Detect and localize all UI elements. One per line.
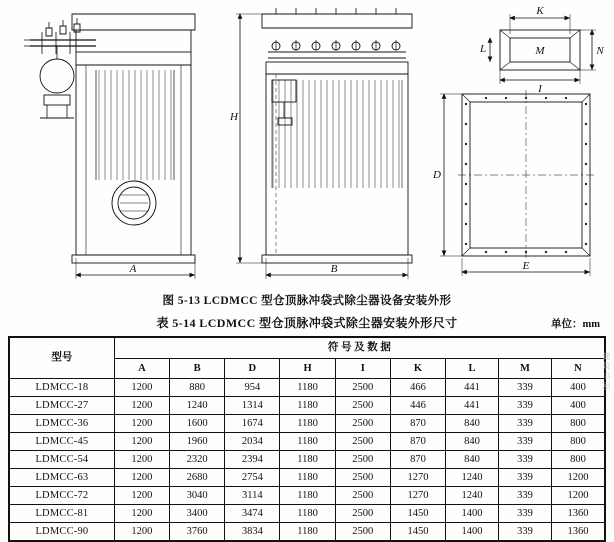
cell-N: 1360 (551, 505, 605, 523)
cell-model: LDMCC-36 (9, 415, 114, 433)
cell-K: 446 (390, 397, 445, 415)
cell-M: 339 (498, 433, 551, 451)
cell-H: 1180 (280, 451, 335, 469)
cell-H: 1180 (280, 487, 335, 505)
cell-H: 1180 (280, 433, 335, 451)
cell-M: 339 (498, 487, 551, 505)
cell-N: 800 (551, 451, 605, 469)
cell-N: 400 (551, 397, 605, 415)
cell-A: 1200 (114, 415, 169, 433)
cell-model: LDMCC-54 (9, 451, 114, 469)
dimension-label-K: K (536, 5, 544, 17)
cell-K: 1270 (390, 487, 445, 505)
cell-A: 1200 (114, 379, 169, 397)
cell-N: 1200 (551, 469, 605, 487)
table-caption: 表 5-14 LCDMCC 型仓顶脉冲袋式除尘器安装外形尺寸 (156, 316, 458, 330)
cell-K: 1450 (390, 505, 445, 523)
cell-A: 1200 (114, 433, 169, 451)
cell-B: 880 (170, 379, 225, 397)
cell-I: 2500 (335, 379, 390, 397)
dimension-label-L: L (479, 43, 487, 55)
header-col-K: K (390, 359, 445, 379)
dimension-label-M: M (535, 45, 545, 57)
cell-B: 2320 (170, 451, 225, 469)
cell-M: 339 (498, 379, 551, 397)
cell-H: 1180 (280, 523, 335, 542)
cell-L: 1400 (446, 523, 499, 542)
cell-L: 1240 (446, 469, 499, 487)
cell-M: 339 (498, 397, 551, 415)
table-row (9, 397, 605, 415)
cell-model: LDMCC-63 (9, 469, 114, 487)
cell-D: 2754 (225, 469, 280, 487)
cell-D: 3834 (225, 523, 280, 542)
cell-B: 1600 (170, 415, 225, 433)
cell-D: 1314 (225, 397, 280, 415)
cell-H: 1180 (280, 415, 335, 433)
dimension-label-E: E (522, 260, 530, 272)
cell-L: 1240 (446, 487, 499, 505)
table-row (9, 523, 605, 542)
cell-L: 840 (446, 415, 499, 433)
header-col-N: N (551, 359, 605, 379)
cell-model: LDMCC-27 (9, 397, 114, 415)
cell-I: 2500 (335, 433, 390, 451)
cell-K: 1270 (390, 469, 445, 487)
cell-L: 840 (446, 433, 499, 451)
table-row (9, 451, 605, 469)
cell-H: 1180 (280, 397, 335, 415)
dimension-label-N: N (596, 45, 604, 57)
cell-B: 3040 (170, 487, 225, 505)
dimension-label-H: H (230, 111, 238, 123)
cell-M: 339 (498, 505, 551, 523)
header-col-D: D (225, 359, 280, 379)
table-head (9, 337, 605, 379)
dimension-label-D: D (433, 169, 441, 181)
table-unit-label: 单位：mm (551, 319, 600, 330)
cell-A: 1200 (114, 523, 169, 542)
cell-D: 2394 (225, 451, 280, 469)
cell-model: LDMCC-90 (9, 523, 114, 542)
cell-H: 1180 (280, 469, 335, 487)
cell-I: 2500 (335, 523, 390, 542)
dimension-table-wrapper (8, 336, 606, 542)
dimension-label-I: I (538, 83, 542, 95)
cell-A: 1200 (114, 397, 169, 415)
cell-H: 1180 (280, 379, 335, 397)
cell-N: 400 (551, 379, 605, 397)
cell-M: 339 (498, 523, 551, 542)
cell-A: 1200 (114, 505, 169, 523)
cell-model: LDMCC-18 (9, 379, 114, 397)
cell-K: 870 (390, 415, 445, 433)
cell-D: 954 (225, 379, 280, 397)
cell-I: 2500 (335, 487, 390, 505)
page-watermark: 建筑书屋 (602, 352, 611, 392)
cell-M: 339 (498, 469, 551, 487)
cell-L: 840 (446, 451, 499, 469)
table-body (9, 379, 605, 542)
table-row (9, 469, 605, 487)
cell-B: 2680 (170, 469, 225, 487)
cell-K: 870 (390, 433, 445, 451)
table-row (9, 487, 605, 505)
cell-I: 2500 (335, 505, 390, 523)
cell-L: 1400 (446, 505, 499, 523)
figure-caption: 图 5-13 LCDMCC 型仓顶脉冲袋式除尘器设备安装外形 (162, 295, 452, 307)
cell-N: 1200 (551, 487, 605, 505)
cell-K: 1450 (390, 523, 445, 542)
table-header-row-group (9, 337, 605, 359)
cell-D: 1674 (225, 415, 280, 433)
cell-A: 1200 (114, 469, 169, 487)
header-col-M: M (498, 359, 551, 379)
cell-K: 466 (390, 379, 445, 397)
cell-model: LDMCC-45 (9, 433, 114, 451)
cell-M: 339 (498, 451, 551, 469)
header-model: 型号 (9, 337, 114, 379)
header-col-L: L (446, 359, 499, 379)
header-col-B: B (170, 359, 225, 379)
table-row (9, 379, 605, 397)
table-row (9, 433, 605, 451)
cell-B: 1960 (170, 433, 225, 451)
cell-K: 870 (390, 451, 445, 469)
cell-D: 3474 (225, 505, 280, 523)
cell-model: LDMCC-72 (9, 487, 114, 505)
dimension-label-B: B (330, 263, 338, 275)
header-col-A: A (114, 359, 169, 379)
cell-I: 2500 (335, 451, 390, 469)
dimension-label-A: A (129, 263, 137, 275)
cell-H: 1180 (280, 505, 335, 523)
cell-N: 1360 (551, 523, 605, 542)
table-row (9, 415, 605, 433)
cell-A: 1200 (114, 487, 169, 505)
cell-L: 441 (446, 379, 499, 397)
cell-I: 2500 (335, 469, 390, 487)
cell-I: 2500 (335, 415, 390, 433)
cell-N: 800 (551, 433, 605, 451)
cell-B: 3400 (170, 505, 225, 523)
dimension-table (8, 336, 606, 542)
cell-B: 1240 (170, 397, 225, 415)
header-group: 符 号 及 数 据 (114, 337, 605, 359)
table-row (9, 505, 605, 523)
cell-D: 2034 (225, 433, 280, 451)
header-col-I: I (335, 359, 390, 379)
cell-M: 339 (498, 415, 551, 433)
header-col-H: H (280, 359, 335, 379)
cell-I: 2500 (335, 397, 390, 415)
cell-N: 800 (551, 415, 605, 433)
cell-model: LDMCC-81 (9, 505, 114, 523)
cell-A: 1200 (114, 451, 169, 469)
cell-D: 3114 (225, 487, 280, 505)
cell-B: 3760 (170, 523, 225, 542)
cell-L: 441 (446, 397, 499, 415)
